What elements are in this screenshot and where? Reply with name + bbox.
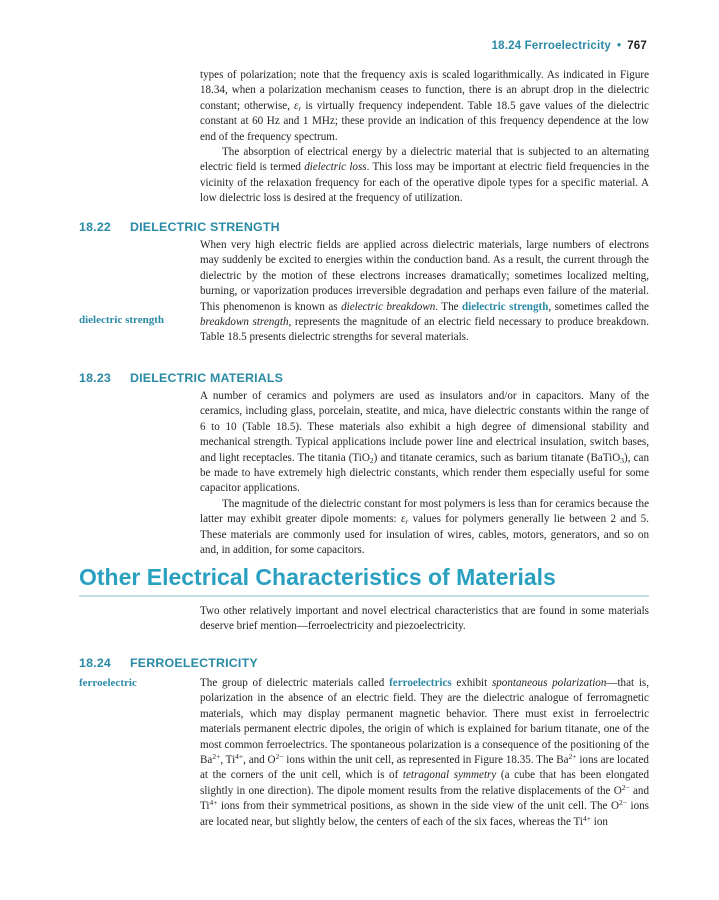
page-number: 767 bbox=[627, 40, 647, 52]
section-18-24-body bbox=[200, 676, 649, 830]
major-heading: Other Electrical Characteristics of Materials bbox=[79, 564, 556, 590]
keyword-dielectric-strength: dielectric strength bbox=[461, 300, 549, 313]
intro-paragraph-1: types of polarization; note that the frequency axis is scaled logarithmically. As indicated in Figure 18.34, when a polarization mechanism ceases to function, there is an abrupt drop in the dielectric constant; otherwise, $\varepsilon_r$ is virtually frequency independent. Table 18.5 gave values of the dielectric constant at 60 Hz and 1 MHz; these provide an indication of this frequency dependence at the low end of the frequency spectrum. bbox=[200, 69, 649, 143]
other-intro-text bbox=[200, 604, 649, 635]
major-heading-rule bbox=[79, 595, 649, 597]
keyword-ferroelectrics: ferroelectrics bbox=[389, 677, 452, 689]
section-18-23-body bbox=[200, 389, 649, 558]
section-18-22-paragraph: When very high electric fields are applied across dielectric materials, large numbers of electrons may suddenly be excited to energies within the conduction band. As a result, the current through the dielectric by the motion of these electrons increases dramatically; sometimes localized melting, burning, or vaporization produces irreversible degradation and perhaps even failure of the material. This phenomenon is known as dielectric breakdown. The dielectric strength, sometimes called the breakdown strength, represents the magnitude of an electric field necessary to produce breakdown. Table 18.5 presents dielectric strengths for several materials. bbox=[200, 239, 649, 344]
section-18-24-paragraph: The group of dielectric materials called ferroelectrics exhibit spontaneous polarization—that is, polarization in the absence of an electric field. They are the dielectric analogue of ferromagnetic materials, which may display permanent magnetic behavior. There must exist in ferroelectric materials permanent electric dipoles, the origin of which is explained for barium titanate, one of the most common ferroelectrics. The spontaneous polarization is a consequence of the positioning of the $Ba^{2+}$, $Ti^{4+}$, and $O^{2-}$ ions within the unit cell, as represented in Figure 18.35. The $Ba^{2+}$ ions are located at the corners of the unit cell, which is of tetragonal symmetry (a cube that has been elongated slightly in one direction). The dipole moment results from the relative displacements of the $O^{2-}$ and $Ti^{4+}$ ions from their symmetrical positions, as shown in the side view of the unit cell. The $O^{2-}$ ions are located near, but slightly below, the centers of each of the six faces, whereas the $Ti^{4+}$ ion bbox=[200, 677, 649, 828]
other-intro-paragraph: Two other relatively important and novel electrical characteristics that are found in some materials deserve brief mention—ferroelectricity and piezoelectricity. bbox=[200, 605, 649, 633]
section-heading-18-24: 18.24 FERROELECTRICITY bbox=[79, 656, 258, 670]
header-separator: • bbox=[616, 40, 622, 52]
section-18-22-body bbox=[200, 238, 649, 346]
intro-text bbox=[200, 68, 649, 207]
section-heading-18-22: 18.22 DIELECTRIC STRENGTH bbox=[79, 220, 280, 234]
margin-term-dielectric-strength: dielectric strength bbox=[79, 314, 165, 326]
intro-paragraph-2: The absorption of electrical energy by a dielectric material that is subjected to an alternating electric field is termed dielectric loss. This loss may be important at electric field frequencies in the vicinity of the relaxation frequency for each of the operative dipole types for a specific material. A low dielectric loss is desired at the frequency of utilization. bbox=[200, 146, 649, 205]
margin-term-ferroelectric: ferroelectric bbox=[79, 677, 137, 689]
header-section-title: 18.24 Ferroelectricity bbox=[491, 40, 611, 52]
section-18-23-paragraph-2: The magnitude of the dielectric constant for most polymers is less than for ceramics because the latter may exhibit greater dipole moments: $\varepsilon_r$ values for polymers generally lie between 2 and 5. These materials are commonly used for insulation of wires, cables, motors, generators, and so on and, in addition, for some capacitors. bbox=[200, 497, 650, 557]
running-header bbox=[492, 40, 648, 52]
section-heading-18-23: 18.23 DIELECTRIC MATERIALS bbox=[79, 371, 284, 385]
section-18-23-paragraph-1: A number of ceramics and polymers are used as insulators and/or in capacitors. Many of the ceramics, including glass, porcelain, steatite, and mica, have dielectric constants within the range of 6 to 10 (Table 18.5). These materials also exhibit a high degree of dimensional stability and mechanical strength. Typical applications include power line and electrical insulation, switch bases, and light receptacles. The titania (TiO$_2$) and titanate ceramics, such as barium titanate (BaTiO$_3$), can be made to have extremely high dielectric constants, which render them especially useful for some capacitor applications. bbox=[200, 390, 649, 495]
